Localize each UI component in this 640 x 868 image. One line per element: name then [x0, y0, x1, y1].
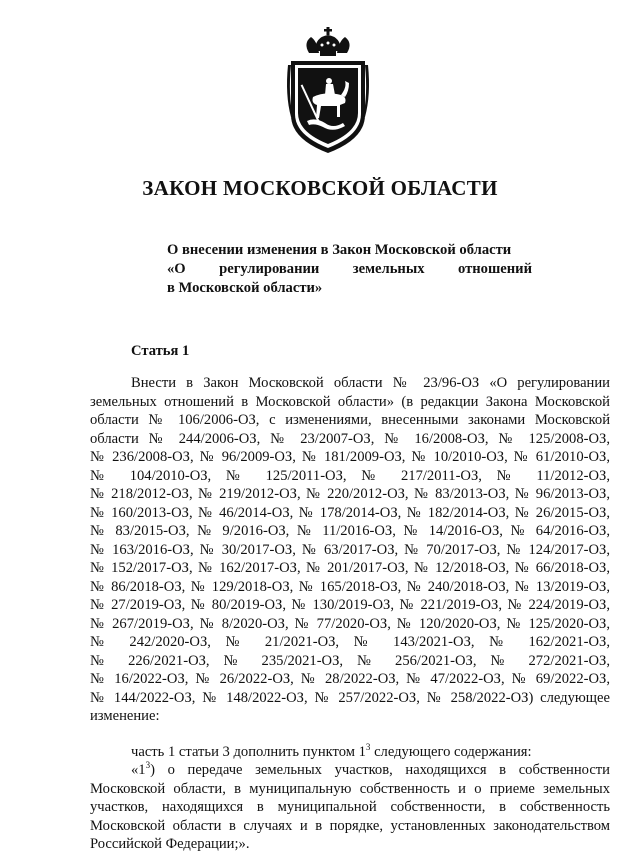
- amendment-paragraph: [90, 374, 610, 726]
- subtitle-line: «О регулировании земельных отношений: [167, 261, 532, 277]
- article-body: [90, 374, 610, 854]
- paragraph-line: области № 106/2006-ОЗ, с изменениями, внесенными законами Московской: [90, 412, 610, 428]
- paragraph-line: изменение:: [90, 708, 160, 724]
- paragraph-line: № 144/2022-ОЗ, № 148/2022-ОЗ, № 257/2022-ОЗ, № 258/2022-ОЗ) следующее: [90, 689, 610, 706]
- article-heading: Статья 1: [131, 343, 190, 359]
- amendment-instruction: [90, 743, 610, 762]
- instruction-text: часть 1 статьи 3 дополнить пунктом 1: [131, 743, 366, 760]
- paragraph-line: области № 244/2006-ОЗ, № 23/2007-ОЗ, № 16/2008-ОЗ, № 125/2008-ОЗ,: [90, 430, 610, 447]
- law-subtitle: [167, 241, 532, 298]
- paragraph-line: земельных отношений в Московской области» (в редакции Закона Московской: [90, 393, 610, 410]
- quote-line: Московской области, в муниципальную собственность и о приеме земельных: [90, 780, 610, 797]
- paragraph-line: № 86/2018-ОЗ, № 129/2018-ОЗ, № 165/2018-ОЗ, № 240/2018-ОЗ, № 13/2019-ОЗ,: [90, 578, 610, 595]
- quote-start: «1: [131, 762, 146, 778]
- quote-line: Российской Федерации;».: [90, 836, 250, 852]
- quote-line: участков, находящихся в муниципальной собственности, в собственность: [90, 799, 610, 815]
- quote-superscript: 3: [145, 760, 151, 770]
- paragraph-line: № 226/2021-ОЗ, № 235/2021-ОЗ, № 256/2021-ОЗ, № 272/2021-ОЗ,: [90, 652, 610, 669]
- paragraph-line: № 16/2022-ОЗ, № 26/2022-ОЗ, № 28/2022-ОЗ, № 47/2022-ОЗ, № 69/2022-ОЗ,: [90, 671, 610, 687]
- instruction-superscript: 3: [365, 741, 371, 752]
- subtitle-line: в Московской области»: [167, 280, 323, 296]
- subtitle-line: О внесении изменения в Закон Московской области: [167, 242, 512, 258]
- paragraph-line: № 163/2016-ОЗ, № 30/2017-ОЗ, № 63/2017-ОЗ, № 70/2017-ОЗ, № 124/2017-ОЗ,: [90, 541, 610, 558]
- quote-line: Московской области в случаях и в порядке, установленных законодательством: [90, 817, 610, 834]
- paragraph-line: № 242/2020-ОЗ, № 21/2021-ОЗ, № 143/2021-ОЗ, № 162/2021-ОЗ,: [90, 634, 610, 650]
- coat-of-arms-icon: [285, 25, 371, 157]
- paragraph-line: № 104/2010-ОЗ, № 125/2011-ОЗ, № 217/2011-ОЗ, № 11/2012-ОЗ,: [90, 467, 610, 484]
- paragraph-line: № 236/2008-ОЗ, № 96/2009-ОЗ, № 181/2009-ОЗ, № 10/2010-ОЗ, № 61/2010-ОЗ,: [90, 449, 610, 465]
- quoted-amendment: [90, 761, 610, 854]
- paragraph-line: № 27/2019-ОЗ, № 80/2019-ОЗ, № 130/2019-ОЗ, № 221/2019-ОЗ, № 224/2019-ОЗ,: [90, 597, 610, 613]
- paragraph-line: № 160/2013-ОЗ, № 46/2014-ОЗ, № 178/2014-ОЗ, № 182/2014-ОЗ, № 26/2015-ОЗ,: [90, 504, 610, 521]
- paragraph-line: № 83/2015-ОЗ, № 9/2016-ОЗ, № 11/2016-ОЗ, № 14/2016-ОЗ, № 64/2016-ОЗ,: [90, 523, 610, 539]
- paragraph-line: № 267/2019-ОЗ, № 8/2020-ОЗ, № 77/2020-ОЗ, № 120/2020-ОЗ, № 125/2020-ОЗ,: [90, 615, 610, 632]
- quote-first-line: ) о передаче земельных участков, находящихся в собственности: [150, 762, 610, 778]
- paragraph-line: Внести в Закон Московской области № 23/96-ОЗ «О регулировании: [131, 375, 610, 391]
- paragraph-line: № 218/2012-ОЗ, № 219/2012-ОЗ, № 220/2012-ОЗ, № 83/2013-ОЗ, № 96/2013-ОЗ,: [90, 486, 610, 502]
- instruction-text-end: следующего содержания:: [370, 743, 532, 760]
- law-title: ЗАКОН МОСКОВСКОЙ ОБЛАСТИ: [142, 176, 498, 200]
- paragraph-line: № 152/2017-ОЗ, № 162/2017-ОЗ, № 201/2017-ОЗ, № 12/2018-ОЗ, № 66/2018-ОЗ,: [90, 560, 610, 576]
